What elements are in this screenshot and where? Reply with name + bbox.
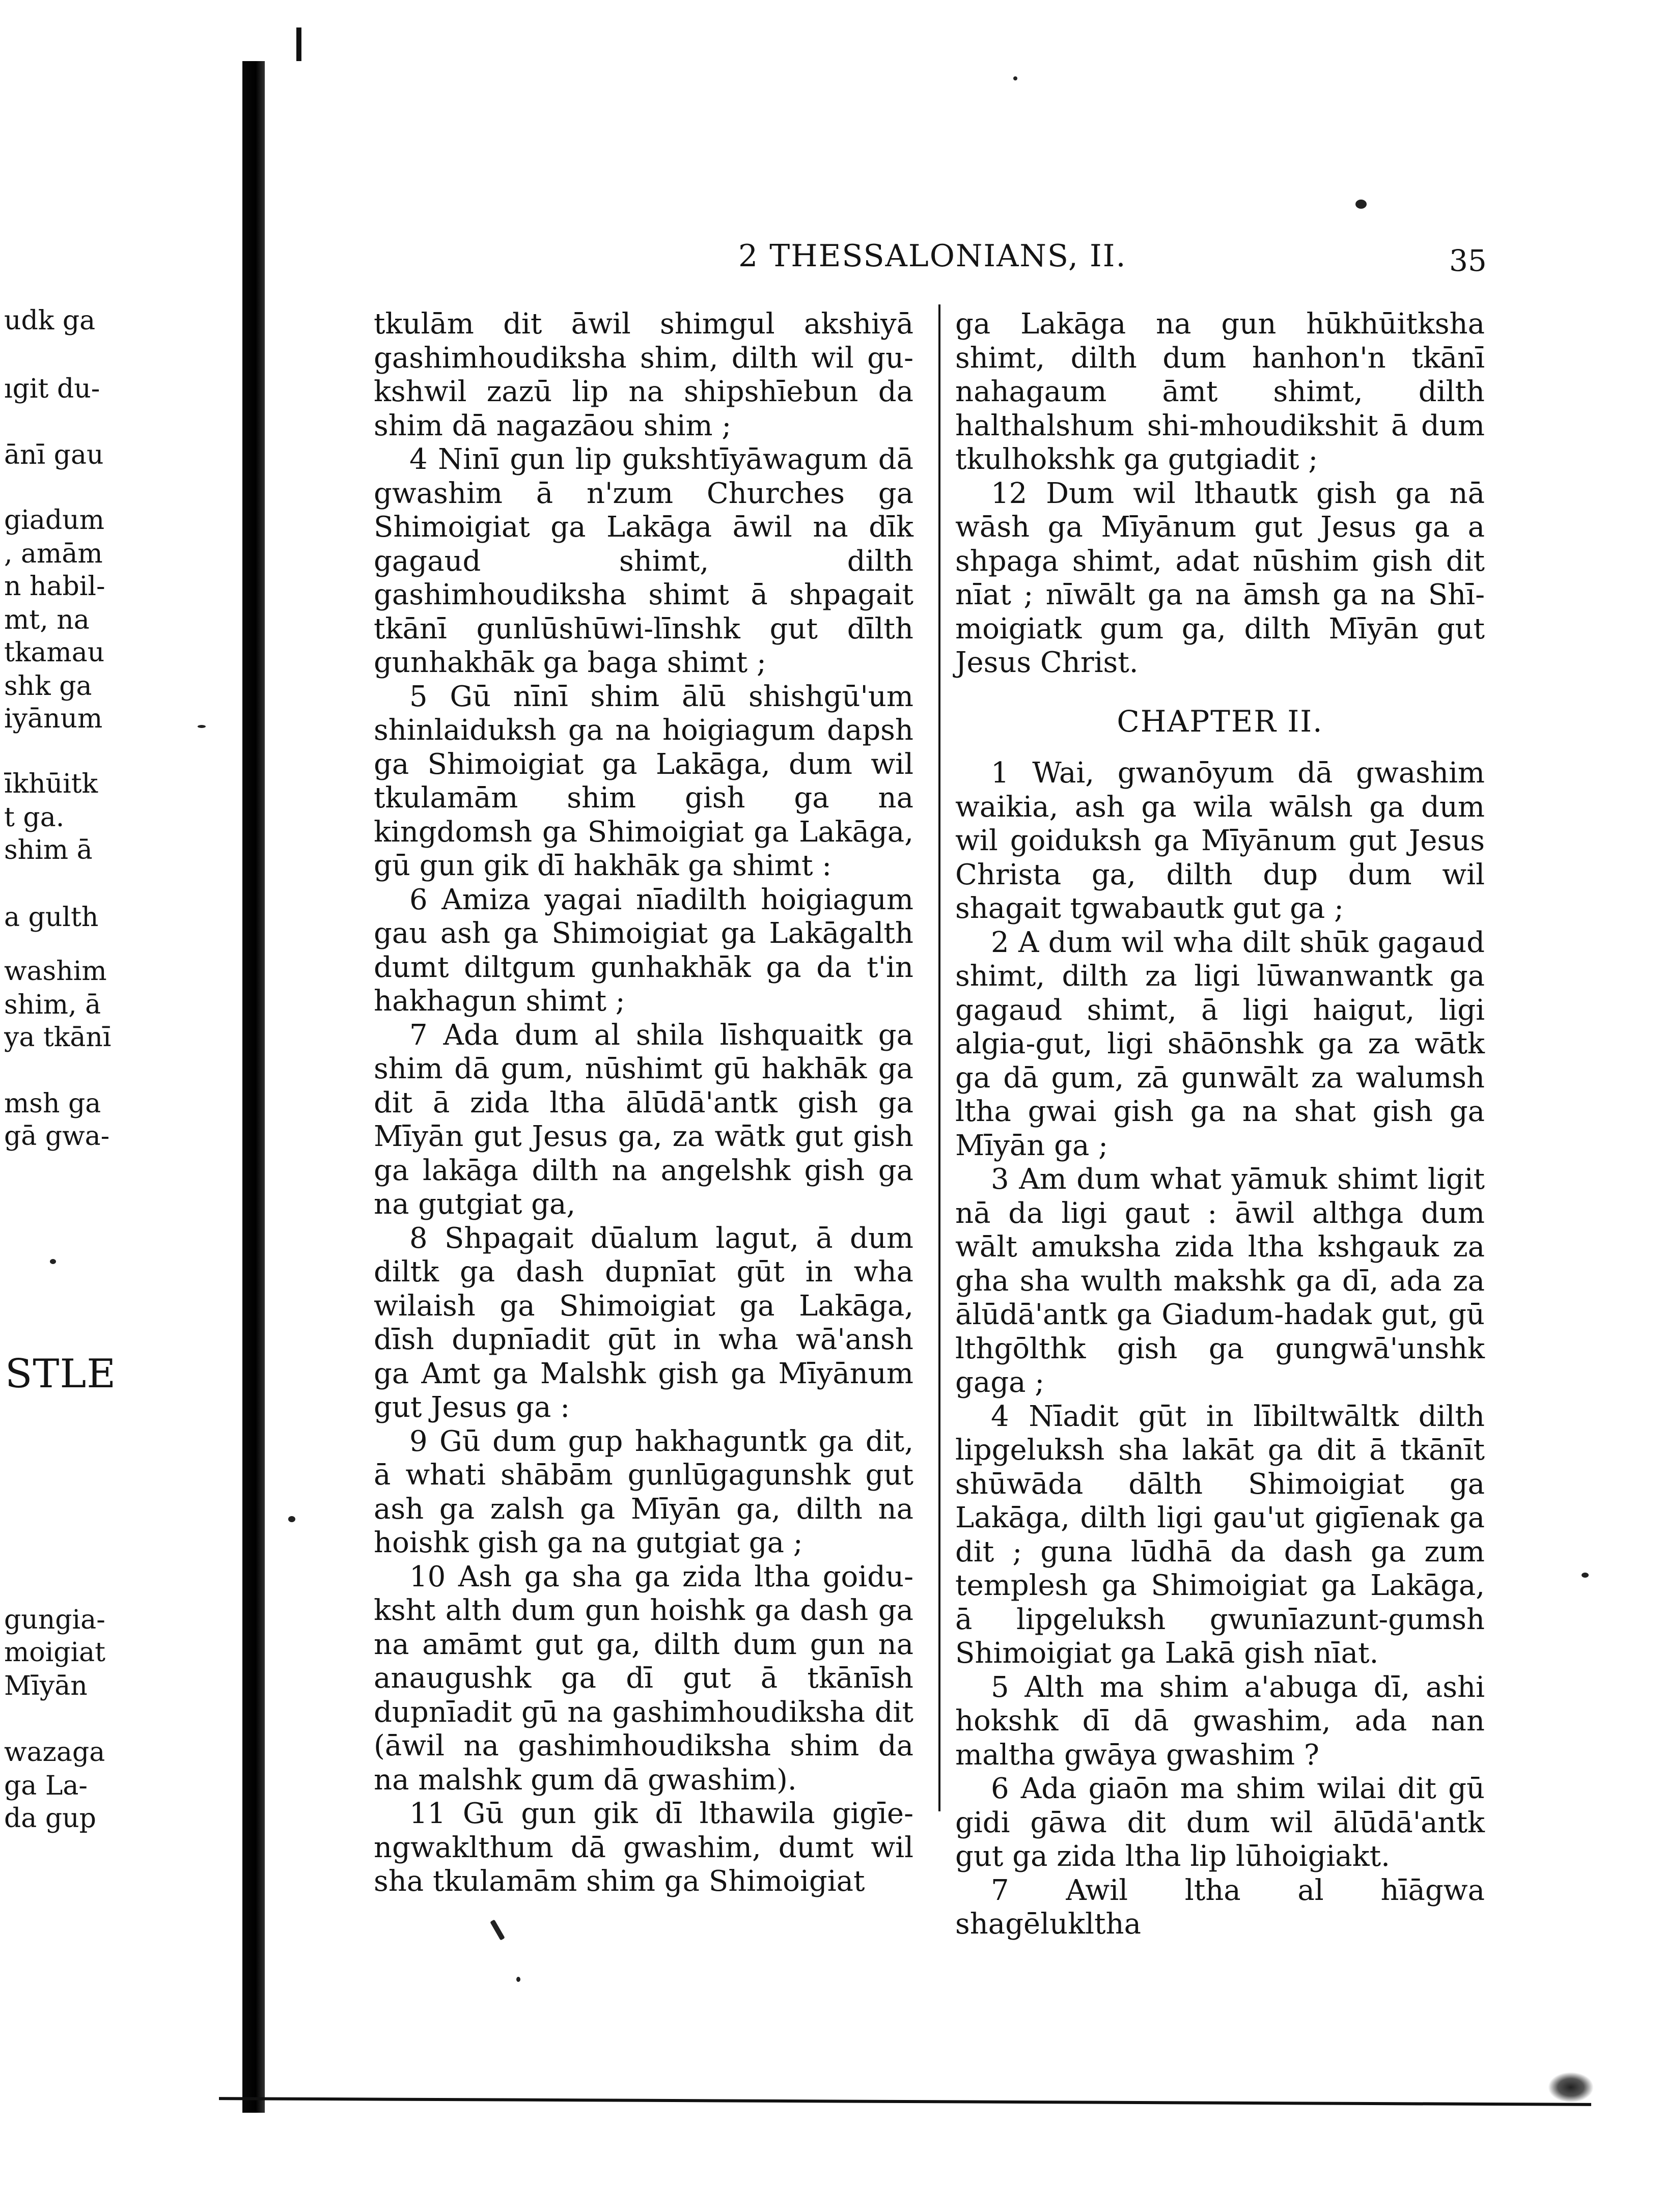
verse-paragraph: 6 Ada giaōn ma shim wilai dit gū gidi gāwa dit dum wil ālūdā'antk gut ga zida ltha lip lūhoigiakt. <box>955 1772 1485 1873</box>
fragment-line: shk ga <box>4 671 92 702</box>
print-speck <box>490 1919 505 1940</box>
verse-paragraph: 12 Dum wil lthautk gish ga nā wāsh ga Mīyānum gut Jesus ga a shpaga shimt, adat nūshim gish dit nīat ; nīwālt ga na āmsh ga na Shī-moigiatk gum ga, dilth Mīyān gut Jesus Christ. <box>955 477 1485 679</box>
fragment-line: mt, na <box>4 605 90 635</box>
fragment-line: da gup <box>4 1803 96 1834</box>
verse-paragraph: 5 Gū nīnī shim ālū shishgū'um shinlaiduksh ga na hoigiagum dapsh ga Shimoigiat ga Lakāga, dum wil tkulamām shim gish ga na kingdomsh ga Shimoigiat ga Lakāga, gū gun gik dī hakhāk ga shimt : <box>374 680 913 882</box>
left-text-column <box>374 307 913 1899</box>
verse-paragraph: 4 Nīadit gūt in lībiltwāltk dilth lipgeluksh sha lakāt ga dit ā tkānīt shūwāda dālth Shimoigiat ga Lakāga, dilth ligi gau'ut gigīenak ga dit ; guna lūdhā da dash ga zum templesh ga Shimoigiat ga Lakāga, ā lipgeluksh gwunīazunt-gumsh Shimoigiat ga Lakā gish nīat. <box>955 1399 1485 1670</box>
print-speck <box>1355 200 1367 209</box>
print-speck <box>1013 76 1017 80</box>
fragment-line: n habil- <box>4 571 105 602</box>
fragment-line: udk ga <box>4 305 96 336</box>
corner-scuff <box>1548 2072 1594 2103</box>
verse-paragraph: 5 Alth ma shim a'abuga dī, ashi hokshk dī dā gwashim, ada nan maltha gwāya gwashim ? <box>955 1670 1485 1772</box>
fragment-line: giadum <box>4 505 105 536</box>
verse-paragraph: 7 Awil ltha al hīāgwa shagēlukltha <box>955 1873 1485 1941</box>
chapter-heading: CHAPTER II. <box>1117 704 1323 739</box>
fragment-line: ga La- <box>4 1771 88 1801</box>
fragment-line: t ga. <box>4 802 65 833</box>
verse-paragraph: 3 Am dum what yāmuk shimt ligit nā da ligi gaut : āwil althga dum wālt amuksha zida ltha kshgauk za gha sha wulth makshk ga dī, ada za ālūdā'antk ga Giadum-hadak gut, gū lthgōlthk gish ga gungwā'unshk gaga ; <box>955 1163 1485 1399</box>
verse-paragraph: 8 Shpagait dūalum lagut, ā dum diltk ga dash dupnīat gūt in wha wilaish ga Shimoigiat ga Lakāga, dīsh dupnīadit gūt in wha wā'ansh ga Amt ga Malshk gish ga Mīyānum gut Jesus ga : <box>374 1221 913 1424</box>
verse-paragraph: 4 Ninī gun lip gukshtīyāwagum dā gwashim ā n'zum Churches ga Shimoigiat ga Lakāga āwil na dīk gagaud shimt, dilth gashimhoudiksha shimt ā shpagait tkānī gunlūshūwi-līnshk gut dīlth gunhakhāk ga baga shimt ; <box>374 443 913 679</box>
bottom-page-edge <box>219 2097 1591 2106</box>
page-number: 35 <box>1449 243 1487 278</box>
fragment-line: moigiat <box>4 1637 106 1668</box>
fragment-line: Mīyān <box>4 1671 88 1701</box>
fragment-line: ıgit du- <box>4 374 100 404</box>
fragment-line: ānī gau <box>4 440 104 470</box>
print-speck <box>50 1259 56 1264</box>
fragment-line: gā gwa- <box>4 1121 110 1152</box>
verse-paragraph: 2 A dum wil wha dilt shūk gagaud shimt, dilth za ligi lūwanwantk ga gagaud shimt, ā ligi haigut, ligi algia-gut, ligi shāōnshk ga za wātk ga dā gum, zā gunwālt za walumsh ltha gwai gish ga na shat gish ga Mīyān ga ; <box>955 926 1485 1162</box>
fragment-line: ya tkānī <box>4 1022 112 1053</box>
verse-paragraph: tkulām dit āwil shimgul akshiyā gashimhoudiksha shim, dilth wil gu-kshwil zazū lip na shipshīebun da shim dā nagazāou shim ; <box>374 307 913 442</box>
right-text-column <box>955 307 1485 1942</box>
verse-paragraph: ga Lakāga na gun hūkhūitksha shimt, dilth dum hanhon'n tkānī nahagaum āmt shimt, dilth halthalshum shi-mhoudikshit ā dum tkulhokshk ga gutgiadit ; <box>955 307 1485 476</box>
fragment-line: , amām <box>4 539 103 569</box>
running-title: 2 THESSALONIANS, II. <box>738 238 1127 274</box>
fragment-line: msh ga <box>4 1088 101 1119</box>
fragment-line: shim, ā <box>4 990 101 1020</box>
verse-paragraph: 7 Ada dum al shila līshquaitk ga shim dā gum, nūshimt gū hakhāk ga dit ā zida ltha ālūdā'antk gish ga Mīyān gut Jesus ga, za wātk gut gish ga lakāga dilth na angelshk gish ga na gutgiat ga, <box>374 1018 913 1221</box>
verse-paragraph: 11 Gū gun gik dī lthawila gigīe-ngwaklthum dā gwashim, dumt wil sha tkulamām shim ga Shimoigiat <box>374 1797 913 1898</box>
print-speck <box>1582 1573 1589 1578</box>
fragment-heading: STLE <box>5 1351 117 1397</box>
fragment-line: shim ā <box>4 835 93 865</box>
print-speck <box>288 1516 295 1522</box>
fragment-line: washim <box>4 956 107 987</box>
column-divider <box>938 304 940 1811</box>
book-spine-shadow <box>242 61 265 2113</box>
fragment-line: tkamau <box>4 637 105 668</box>
verse-paragraph: 6 Amiza yagai nīadilth hoigiagum gau ash ga Shimoigiat ga Lakāgalth dumt diltgum gunhakhāk ga da t'in hakhagun shimt ; <box>374 883 913 1018</box>
verse-paragraph: 10 Ash ga sha ga zida ltha goidu-ksht alth dum gun hoishk ga dash ga na amāmt gut ga, dilth dum gun na anaugushk ga dī gut ā tkānīsh dupnīadit gū na gashimhoudiksha dit (āwil na gashimhoudiksha shim da na malshk gum dā gwashim). <box>374 1560 913 1797</box>
fragment-line: iyānum <box>4 704 103 734</box>
print-speck <box>516 1977 520 1982</box>
fragment-line: īkhūitk <box>4 769 98 799</box>
fragment-line: wazaga <box>4 1737 105 1768</box>
top-print-mark <box>296 27 301 61</box>
print-speck <box>198 725 206 728</box>
verse-paragraph: 1 Wai, gwanōyum dā gwashim waikia, ash ga wila wālsh ga dum wil goiduksh ga Mīyānum gut Jesus Christa ga, dilth dup dum wil shagait tgwabautk gut ga ; <box>955 757 1485 925</box>
fragment-line: a gulth <box>4 902 99 933</box>
verse-paragraph: 9 Gū dum gup hakhaguntk ga dit, ā whati shābām gunlūgagunshk gut ash ga zalsh ga Mīyān ga, dilth na hoishk gish ga na gutgiat ga ; <box>374 1424 913 1559</box>
fragment-line: gungia- <box>4 1605 105 1635</box>
